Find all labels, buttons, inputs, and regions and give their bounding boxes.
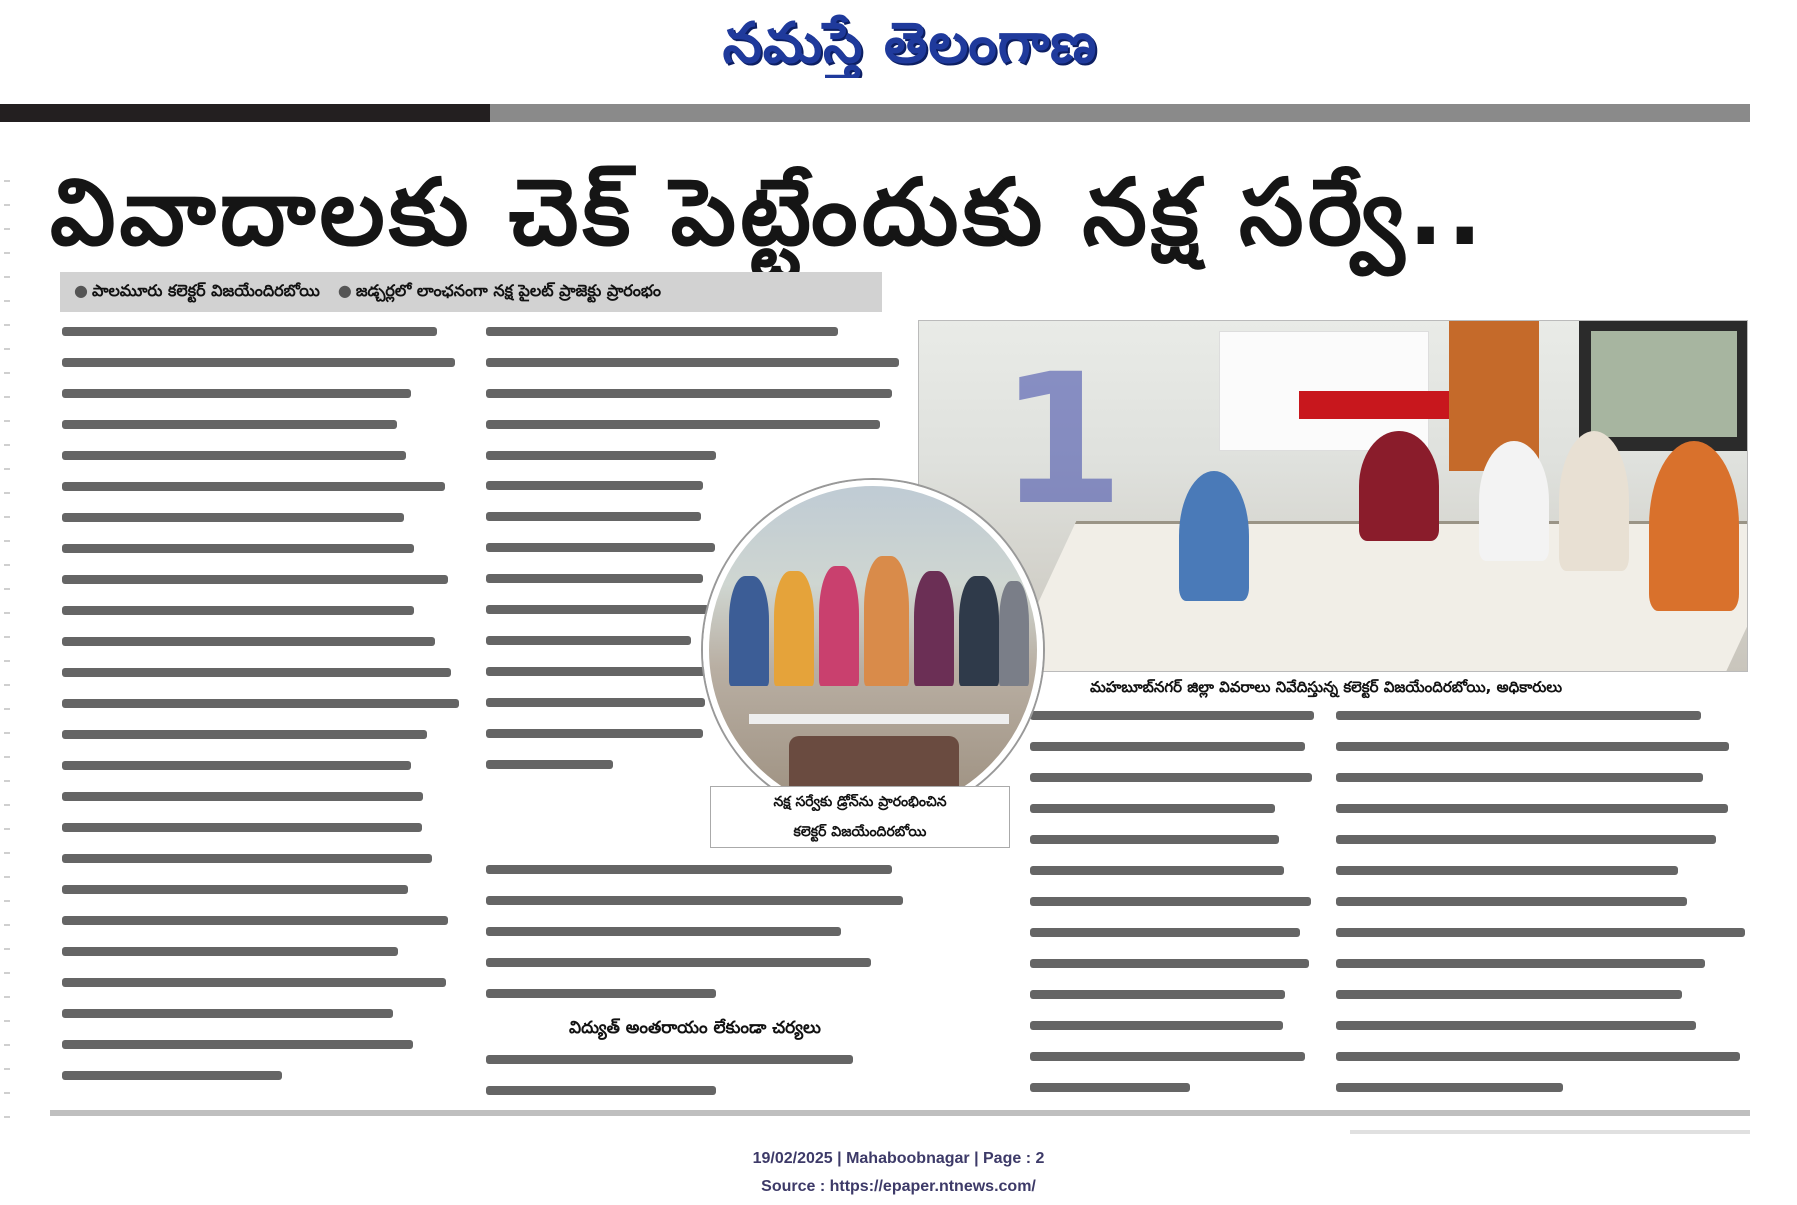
article-column-3	[1030, 700, 1320, 1106]
text-line	[62, 843, 462, 874]
text-line	[1030, 1010, 1320, 1041]
text-line	[486, 316, 904, 347]
text-line	[1030, 824, 1320, 855]
text-line	[1030, 731, 1320, 762]
text-line	[1030, 917, 1320, 948]
text-line	[62, 409, 462, 440]
text-line	[1336, 979, 1748, 1010]
text-line	[1030, 700, 1320, 731]
article-column-2-mid	[486, 470, 716, 785]
drone-launch-photo	[703, 480, 1043, 820]
text-line	[486, 594, 716, 625]
text-line	[62, 905, 462, 936]
text-line	[486, 854, 904, 885]
text-line	[486, 625, 716, 656]
text-line	[62, 378, 462, 409]
text-line	[62, 564, 462, 595]
section-heading-power: విద్యుత్ అంతరాయం లేకుండా చర్యలు	[569, 1018, 821, 1038]
text-line	[486, 749, 716, 780]
text-line	[1336, 824, 1748, 855]
photo-person	[1359, 431, 1439, 541]
text-line	[62, 688, 462, 719]
text-line	[1336, 1010, 1748, 1041]
text-line	[1336, 700, 1748, 731]
text-line	[62, 812, 462, 843]
text-line	[486, 656, 716, 687]
text-line	[1336, 731, 1748, 762]
text-line	[1336, 917, 1748, 948]
photo-person	[1649, 441, 1739, 611]
text-line	[486, 978, 904, 1009]
circle-caption-line-2: కలెక్టర్ విజయేందిరబోయి	[793, 824, 927, 840]
page-edge-marks	[4, 180, 10, 1120]
text-line	[62, 1029, 462, 1060]
text-line	[1030, 793, 1320, 824]
text-line	[62, 781, 462, 812]
text-line	[486, 378, 904, 409]
photo-window	[1579, 321, 1748, 451]
text-line	[486, 916, 904, 947]
text-line	[486, 470, 716, 501]
article-subheadline	[60, 272, 882, 312]
text-line	[62, 316, 462, 347]
article-column-4	[1336, 700, 1748, 1106]
text-line	[62, 750, 462, 781]
text-line	[1030, 1072, 1320, 1103]
photo-logo: 1	[999, 336, 1125, 545]
article-column-2-section2	[486, 1044, 904, 1106]
subhead-left: ● పాలమూరు కలెక్టర్ విజయేందిరబోయి	[74, 280, 320, 300]
text-line	[1336, 762, 1748, 793]
text-line	[62, 347, 462, 378]
text-line	[62, 936, 462, 967]
text-line	[62, 719, 462, 750]
circle-photo-caption	[710, 786, 1010, 848]
text-line	[486, 718, 716, 749]
text-line	[486, 1044, 904, 1075]
text-line	[486, 1075, 904, 1106]
text-line	[1336, 1072, 1748, 1103]
text-line	[62, 626, 462, 657]
circle-caption-line-1: నక్ష సర్వేకు డ్రోన్‌ను ప్రారంభించిన	[773, 794, 947, 810]
text-line	[1030, 762, 1320, 793]
article-column-2-bottom	[486, 854, 904, 1010]
text-line	[62, 967, 462, 998]
text-line	[1030, 979, 1320, 1010]
text-line	[486, 347, 904, 378]
footer-date-edition: 19/02/2025 | Mahaboobnagar | Page : 2	[752, 1150, 1045, 1167]
photo-drone	[749, 714, 1009, 724]
text-line	[62, 657, 462, 688]
photo-banner-red-label	[1299, 391, 1449, 419]
text-line	[486, 409, 904, 440]
text-line	[1336, 855, 1748, 886]
header-rule-dark	[0, 104, 490, 122]
text-line	[62, 1060, 462, 1091]
text-line	[1030, 1041, 1320, 1072]
article-column-1	[62, 316, 462, 1106]
article-bottom-rule-right	[1350, 1130, 1750, 1134]
text-line	[1030, 948, 1320, 979]
footer-source: Source : https://epaper.ntnews.com/	[761, 1178, 1036, 1195]
text-line	[486, 532, 716, 563]
meeting-photo	[918, 320, 1748, 672]
text-line	[62, 440, 462, 471]
text-line	[1030, 886, 1320, 917]
text-line	[62, 998, 462, 1029]
text-line	[1336, 886, 1748, 917]
text-line	[1030, 855, 1320, 886]
text-line	[62, 533, 462, 564]
photo-person	[1479, 441, 1549, 561]
text-line	[486, 563, 716, 594]
text-line	[486, 885, 904, 916]
text-line	[486, 947, 904, 978]
text-line	[486, 440, 904, 471]
article-headline: వివాదాలకు చెక్ పెట్టేందుకు నక్ష సర్వే..	[50, 159, 1487, 266]
text-line	[486, 687, 716, 718]
text-line	[62, 874, 462, 905]
text-line	[1336, 948, 1748, 979]
header-rule-grey	[490, 104, 1750, 122]
text-line	[1336, 1041, 1748, 1072]
main-photo-caption: మహబూబ్‌నగర్ జిల్లా వివరాలు నివేదిస్తున్న కలెక్టర్ విజయేందిరబోయి, అధికారులు	[1090, 678, 1563, 696]
text-line	[486, 501, 716, 532]
subhead-right: ● జడ్చర్లలో లాంఛనంగా నక్ష పైలట్ ప్రాజెక్టు ప్రారంభం	[337, 280, 662, 300]
text-line	[1336, 793, 1748, 824]
newspaper-masthead: నమస్తే తెలంగాణ	[722, 10, 1098, 76]
photo-person	[1559, 431, 1629, 571]
article-bottom-rule	[50, 1110, 1750, 1116]
photo-conference-table	[1002, 521, 1748, 672]
article-column-2-top	[486, 316, 904, 471]
text-line	[62, 502, 462, 533]
photo-person	[1179, 471, 1249, 601]
text-line	[62, 595, 462, 626]
text-line	[62, 471, 462, 502]
photo-crowd	[729, 556, 1029, 686]
